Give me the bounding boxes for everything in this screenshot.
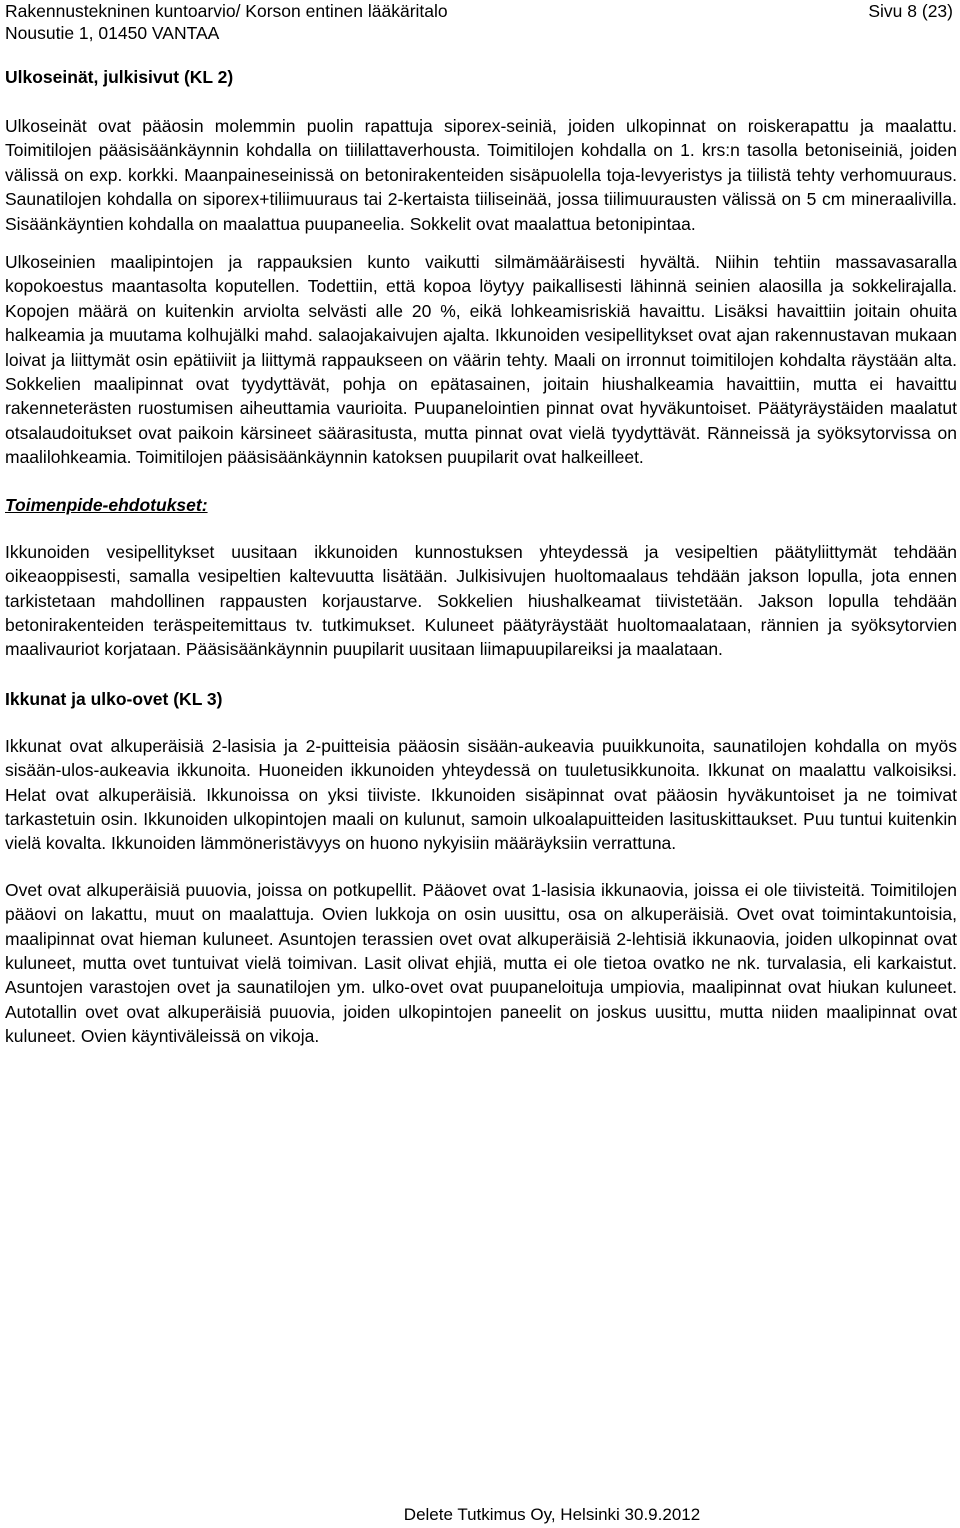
page-footer <box>0 1504 960 1526</box>
paragraph-ulko-ovet: Ovet ovat alkuperäisiä puuovia, joissa on potkupellit. Pääovet ovat 1-lasisia ikkunaovia, joissa ei ole tiivisteitä. Toimitilojen pääovi on lakattu, muut on maalattuja. Ovien lukkoja on osin uusittu, osa on alkuperäisiä. Ovet ovat toimintakuntoisia, maalipinnat ovat hieman kuluneet. Asuntojen terassien ovet ovat alkuperäisiä 2-lehtisiä ikkunaovia, joiden ulkopinnat ovat kuluneet, mutta ovet tuntuivat vielä toimivan. Lasit olivat ehjiä, mutta ei ole tietoa ovatko ne nk. turvalasia, eli karkaistut. Asuntojen varastojen ovet ja saunatilojen ym. ulko-ovet ovat puupaneloituja umpiovia, maalipinnat ovat hiukan kuluneet. Autotallin ovet ovat alkuperäisiä puuovia, joiden ulkopintojen paneelit on joskus uusittu, mutta niiden maalipinnat ovat kuluneet. Ovien käyntiväleissä on vikoja. <box>5 879 957 1047</box>
paragraph-toimenpide-ehdotukset: Ikkunoiden vesipellitykset uusitaan ikkunoiden kunnostuksen yhteydessä ja vesipeltien päätyliittymät tehdään oikeaoppisesti, samalla vesipeltien kaltevuutta lisätään. Julkisivujen huoltomaalaus tehdään jakson lopulla, jota ennen tarkistetaan mahdollinen rappausten korjaustarve. Sokkelien hiushalkeamat tiivistetään. Jakson lopulla tehdään betonirakenteiden teräspeitemittaus tv. tutkimukset. Kuluneet päätyräystäät huoltomaalataan, rännien ja syöksytorvien maalivauriot korjataan. Pääsisäänkäynnin puupilarit uusitaan liimapuupilareiksi ja maalataan. <box>5 541 957 660</box>
document-title: Rakennustekninen kuntoarvio/ Korson entinen lääkäritalo <box>5 1 448 21</box>
footer-text: Delete Tutkimus Oy, Helsinki 30.9.2012 <box>403 1505 701 1524</box>
paragraph-ulkoseinat-description: Ulkoseinät ovat pääosin molemmin puolin rapattuja siporex-seiniä, joiden ulkopinnat on roiskerapattu ja maalattu. Toimitilojen pääsisäänkäynnin kohdalla on tiililattaverhousta. Toimitilojen kohdalla on 1. krs:n tasolla betoniseiniä, joiden välissä on exp. korkki. Maanpaineseinissä on betonirakenteiden sisäpuolella toja-levyeristys ja tiilistä tehty verhomuuraus. Saunatilojen kohdalla on siporex+tiliimuuraus tai 2-kertaista tiiliseinää, jossa tiilimuurausten välissä on 5 cm mineraalivilla. Sisäänkäyntien kohdalla on maalattua puupaneelia. Sokkelit ovat maalattua betonipintaa. <box>5 116 957 234</box>
section-heading-toimenpide-ehdotukset: Toimenpide-ehdotukset: <box>5 494 208 515</box>
address: Nousutie 1, 01450 VANTAA <box>5 23 220 43</box>
page-number: Sivu 8 (23) <box>868 1 953 21</box>
paragraph-ikkunat: Ikkunat ovat alkuperäisiä 2-lasisia ja 2-puitteisia pääosin sisään-aukeavia puuikkunoita, saunatilojen kohdalla on myös sisään-ulos-aukeavia ikkunoita. Huoneiden ikkunoiden yhteydessä on tuuletusikkunoita. Ikkunat on maalattu valkoisiksi. Helat ovat alkuperäisiä. Ikkunoissa on yksi tiiviste. Ikkunoiden sisäpinnat ovat pääosin hyväkuntoiset ja ne toimivat tarkastetuin osin. Ikkunoiden ulkopintojen maali on kulunut, samoin ulkoalapuitteiden lasituskittaukset. Puu tuntui kuitenkin vielä kovalta. Ikkunoiden lämmöneristävyys on huono nykyisiin määräyksiin verrattuna. <box>5 735 957 854</box>
paragraph-ulkoseinat-condition: Ulkoseinien maalipintojen ja rappauksien kunto vaikutti silmämääräisesti hyvältä. Niihin tehtiin massavasaralla kopokoestus maantasolta koputellen. Todettiin, että kopoa löytyy paikallisesti lähinnä seinien alaosilla ja sokkelirajalla. Kopojen määrä on kuitenkin arviolta selvästi alle 20 %, eikä lohkeamisriskiä havaittu. Lisäksi havaittiin joitain ohuita halkeamia ja muutama kolhujälki mahd. salaojakaivujen ajalta. Ikkunoiden vesipellitykset ovat ajan rakennustavan mukaan loivat ja liittymät osin epätiiviit ja liittymä rappaukseen on väärin tehty. Maali on irronnut toimitilojen kohdalta räystään alta. Sokkelien maalipinnat ovat tyydyttävät, pohja on epätasainen, joitain hiushalkeamia havaittiin, mutta ei havaittu rakenneterästen ruostumisen aiheuttamia vaurioita. Puupanelointien pinnat ovat hyväkuntoiset. Päätyräystäiden maalatut otsalaudoitukset ovat paikoin kärsineet säärasitusta, mutta pinnat ovat vielä tyydyttävät. Ränneissä ja syöksytorvissa on maalilohkeamia. Toimitilojen pääsisäänkäynnin katoksen puupilarit ovat halkeilleet. <box>5 252 957 468</box>
section-heading-ulkoseinat: Ulkoseinät, julkisivut (KL 2) <box>5 67 234 87</box>
document-body <box>5 64 957 1049</box>
section-heading-ikkunat: Ikkunat ja ulko-ovet (KL 3) <box>5 688 223 709</box>
page-header <box>5 0 953 44</box>
